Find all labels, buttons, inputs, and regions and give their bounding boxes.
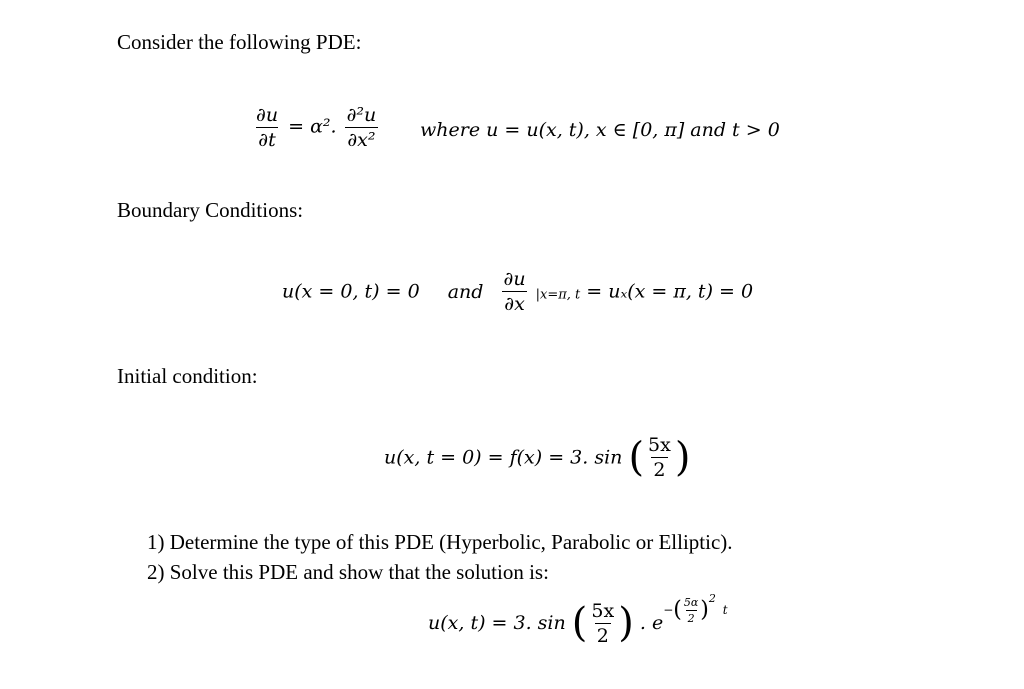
exponent-minus: − xyxy=(663,603,674,617)
two-denominator: 2 xyxy=(596,624,609,647)
pde-domain-text: where u = u(x, t), x ∈ [0, π] and t > 0 xyxy=(420,119,780,141)
exponent-power: 2 xyxy=(708,592,716,605)
dt-denominator: ∂t xyxy=(258,129,276,151)
five-alpha-over-two-fraction xyxy=(682,596,700,625)
solution-equation xyxy=(428,592,728,647)
five-x-over-two-fraction xyxy=(646,434,673,481)
solution-lhs: u(x, t) = 3. sin xyxy=(428,612,566,634)
dx-denominator: ∂x xyxy=(504,293,525,315)
du-dx-fraction xyxy=(502,268,528,315)
boundary-heading: Boundary Conditions: xyxy=(117,198,304,222)
exponential-e: . e xyxy=(639,612,664,634)
five-x-numerator: 5x xyxy=(648,434,671,456)
two-denominator: 2 xyxy=(653,459,666,481)
solution-five-x-over-two-fraction xyxy=(589,600,616,647)
question-1: 1) Determine the type of this PDE (Hyperbolic, Parabolic or Elliptic). xyxy=(147,530,733,554)
right-paren: ) xyxy=(618,600,634,646)
five-alpha-numerator: 5α xyxy=(683,596,699,609)
d2u-numerator: ∂²u xyxy=(346,104,377,126)
intro-heading: Consider the following PDE: xyxy=(117,30,362,54)
du-numerator: ∂u xyxy=(503,268,526,290)
left-paren: ( xyxy=(628,434,645,481)
boundary-left-condition: u(x = 0, t) = 0 xyxy=(282,280,420,303)
boundary-right-condition: = uₓ(x = π, t) = 0 xyxy=(586,280,754,303)
left-paren: ( xyxy=(571,600,588,646)
question-2: 2) Solve this PDE and show that the solution is: xyxy=(147,560,549,584)
question-list xyxy=(147,530,733,590)
initial-lhs: u(x, t = 0) = f(x) = 3. sin xyxy=(384,446,623,469)
boundary-and-word: and xyxy=(447,280,484,303)
exp-right-paren: ) xyxy=(700,597,709,623)
initial-equation xyxy=(384,434,690,481)
initial-heading: Initial condition: xyxy=(117,364,258,388)
exponent xyxy=(663,592,727,625)
boundary-equation xyxy=(282,268,753,315)
du-dt-fraction xyxy=(254,104,280,151)
exponent-t: t xyxy=(722,603,728,617)
evaluation-subscript: |x=π, t xyxy=(535,287,581,303)
five-x-numerator: 5x xyxy=(591,599,615,622)
du-numerator: ∂u xyxy=(256,104,279,126)
right-paren: ) xyxy=(674,434,691,481)
exp-left-paren: ( xyxy=(673,597,682,623)
pde-equation xyxy=(252,104,380,151)
d2u-dx2-fraction xyxy=(345,104,379,151)
two-denominator: 2 xyxy=(687,612,695,625)
dx2-denominator: ∂x² xyxy=(347,129,376,151)
alpha-squared-coefficient: = α². xyxy=(288,115,337,138)
